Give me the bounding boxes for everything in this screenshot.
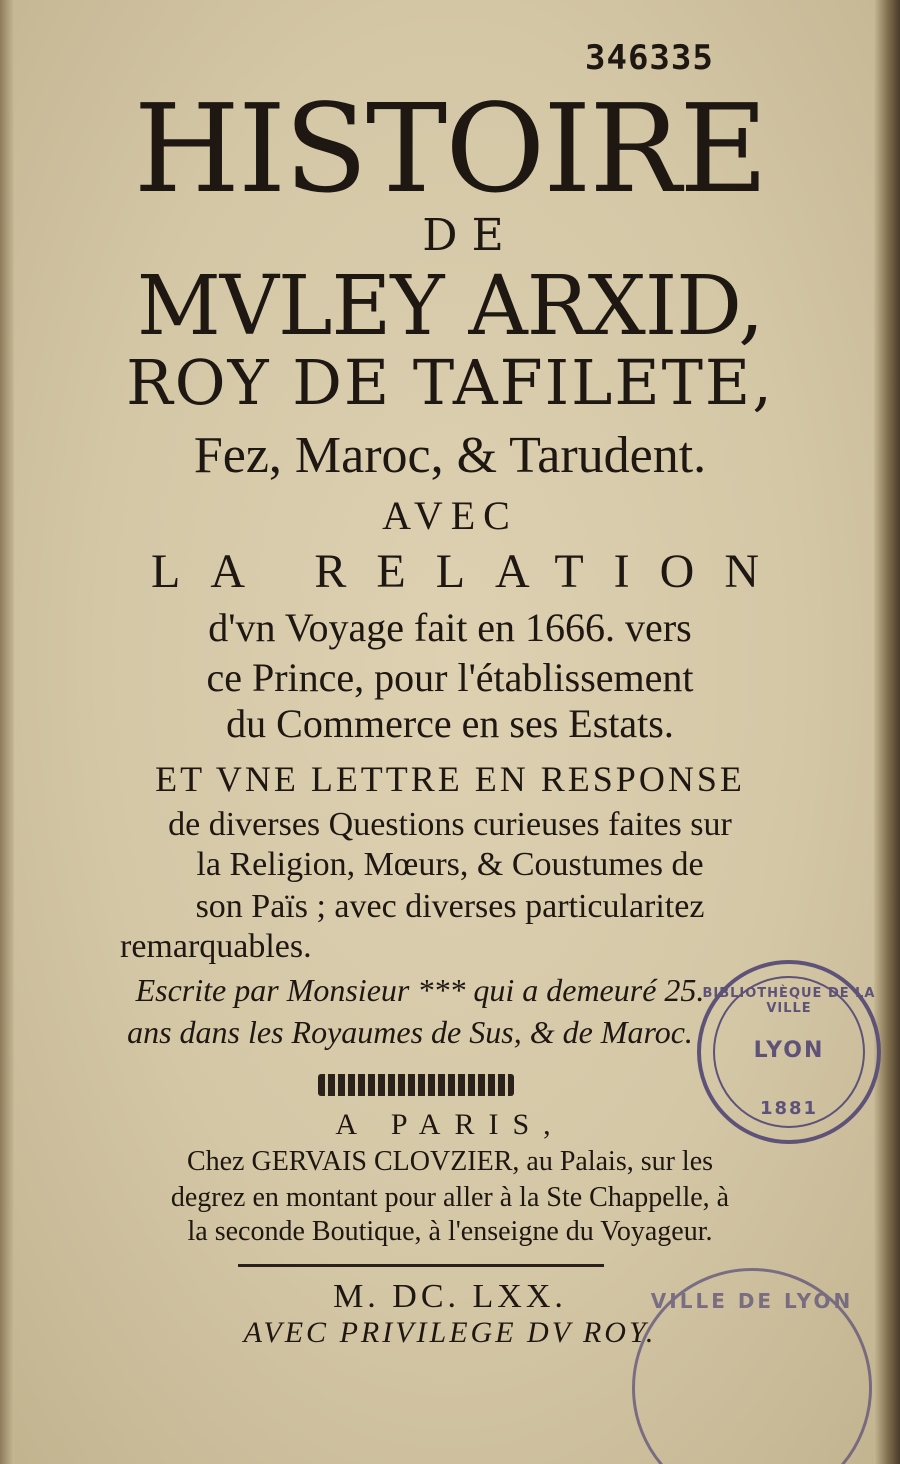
title-line-histoire: HISTOIRE	[133, 78, 767, 220]
title-line-de: DE	[422, 210, 518, 261]
library-stamp-year: 1881	[759, 1098, 819, 1119]
shelfmark-number: 346335	[585, 38, 714, 78]
city-seal-stamp	[632, 1268, 872, 1464]
title-line-remarquables: remarquables.	[120, 928, 312, 965]
author-line-1: Escrite par Monsieur *** qui a demeuré 25.	[135, 972, 705, 1008]
imprint-line-1: Chez GERVAIS CLOVZIER, au Palais, sur les	[186, 1146, 714, 1177]
title-line-questions: de diverses Questions curieuses faites sur	[168, 806, 732, 843]
library-stamp-text: BIBLIOTHÈQUE DE LA VILLE	[702, 986, 876, 1016]
title-line-pais: son Païs ; avec diverses particularitez	[195, 888, 705, 925]
title-line-la-relation: LA RELATION	[151, 545, 789, 598]
title-line-avec: AVEC	[382, 493, 518, 538]
title-line-commerce: du Commerce en ses Estats.	[226, 701, 674, 746]
title-line-muley-arxid: MVLEY ARXID,	[136, 259, 764, 354]
title-line-roy: ROY DE TAFILETE,	[126, 346, 774, 419]
title-line-fez-maroc: Fez, Maroc, & Tarudent.	[193, 427, 707, 484]
title-line-prince: ce Prince, pour l'établissement	[206, 655, 694, 700]
imprint-privilege: AVEC PRIVILEGE DV ROY.	[243, 1316, 657, 1349]
title-line-voyage: d'vn Voyage fait en 1666. vers	[208, 605, 692, 650]
imprint-date: M. DC. LXX.	[333, 1278, 567, 1315]
library-stamp	[697, 960, 881, 1144]
city-seal-text: VILLE DE LYON	[650, 1289, 854, 1313]
title-line-lettre: ET VNE LETTRE EN RESPONSE	[155, 759, 745, 799]
title-line-religion: la Religion, Mœurs, & Coustumes de	[196, 846, 704, 883]
author-line-2: ans dans les Royaumes de Sus, & de Maroc.	[127, 1014, 693, 1050]
imprint-line-3: la seconde Boutique, à l'enseigne du Voyageur.	[187, 1216, 713, 1247]
printer-ornament	[318, 1074, 514, 1096]
imprint-rule	[238, 1264, 604, 1267]
imprint-city: A PARIS,	[335, 1108, 565, 1141]
imprint-line-2: degrez en montant pour aller à la Ste Chappelle, à	[170, 1182, 730, 1213]
library-stamp-city: LYON	[753, 1038, 825, 1063]
